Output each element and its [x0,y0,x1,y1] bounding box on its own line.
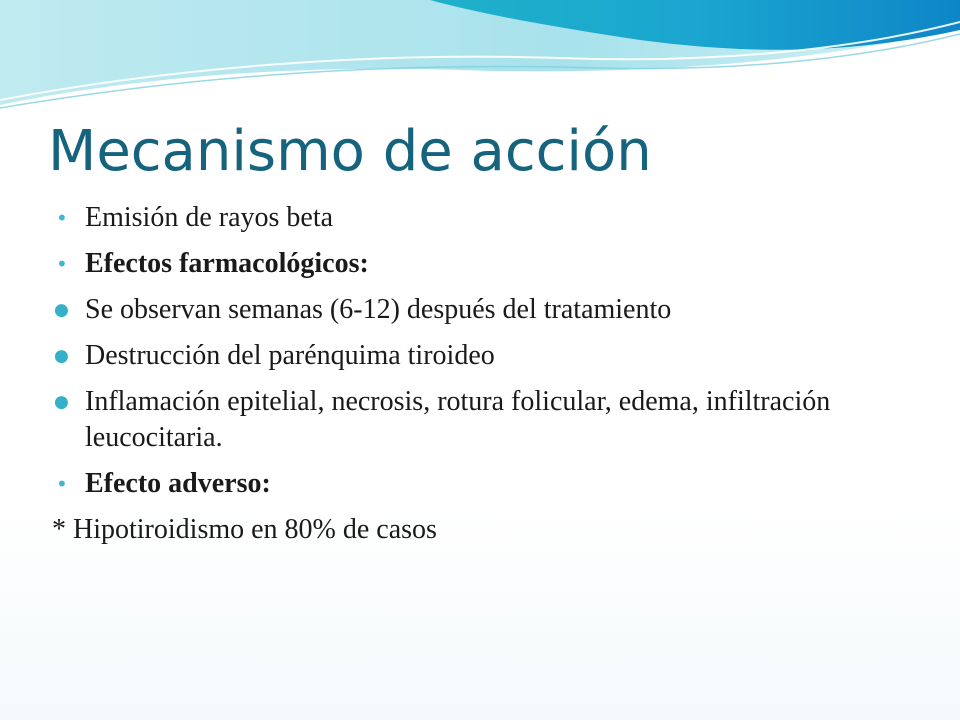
list-item [52,466,912,502]
list-item [52,292,912,328]
header-wave-decoration [0,0,960,120]
bullet-icon: ● [54,346,69,366]
list-item-text: Inflamación epitelial, necrosis, rotura folicular, edema, infiltración leucocitaria. [85,386,831,453]
bullet-list [52,200,912,558]
list-item-text: * Hipotiroidismo en 80% de casos [52,514,437,545]
bullet-icon: ● [54,392,69,412]
bullet-icon: • [56,252,68,276]
list-item-text: Efecto adverso: [85,468,271,499]
list-item [52,338,912,374]
list-item [52,200,912,236]
bullet-icon: • [56,206,68,230]
bullet-icon: • [56,472,68,496]
bullet-icon: ● [54,300,69,320]
list-item [52,384,912,456]
list-item [52,512,912,548]
list-item-text: Se observan semanas (6-12) después del tratamiento [85,294,672,325]
list-item-text: Efectos farmacológicos: [85,248,369,279]
list-item-text: Destrucción del parénquima tiroideo [85,340,495,371]
slide-title: Mecanismo de acción [48,119,652,184]
list-item [52,246,912,282]
list-item-text: Emisión de rayos beta [85,202,334,233]
